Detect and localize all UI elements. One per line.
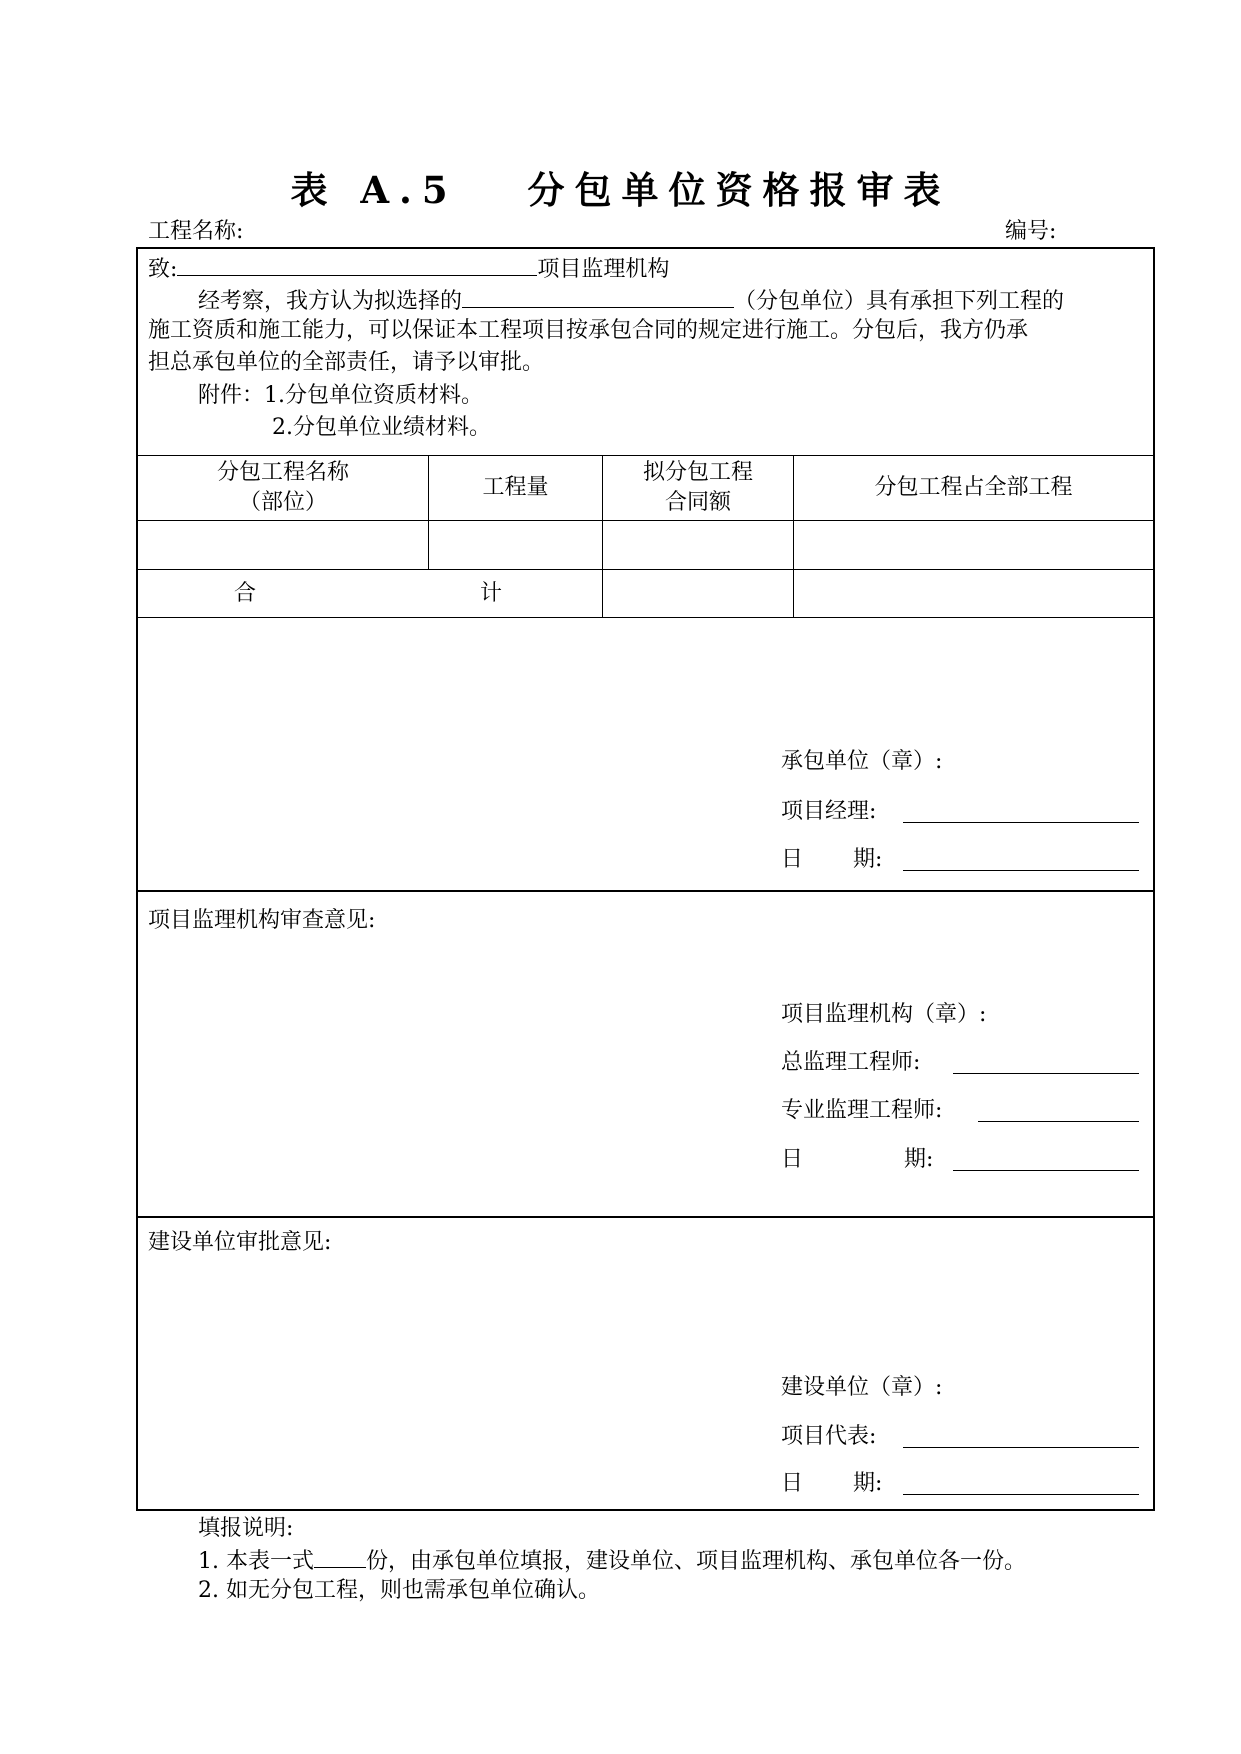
- header-col1-line1: 分包工程名称: [216, 460, 349, 485]
- supervision-unit-label: 项目监理机构（章）:: [781, 1002, 987, 1027]
- para-line-2: 施工资质和施工能力，可以保证本工程项目按承包合同的规定进行施工。分包后，我方仍承: [148, 318, 1029, 343]
- number-label: 编号:: [1005, 219, 1057, 244]
- table-bottom-border: [136, 617, 1155, 618]
- to-prefix: 致:: [148, 257, 178, 282]
- to-suffix: 项目监理机构: [537, 257, 670, 282]
- total-cell-percentage[interactable]: [794, 570, 1153, 617]
- data-cell-amount[interactable]: [603, 521, 793, 569]
- contractor-unit-label: 承包单位（章）:: [781, 749, 943, 774]
- data-cell-quantity[interactable]: [429, 521, 602, 569]
- header-percentage: 分包工程占全部工程: [874, 475, 1073, 500]
- note-1-a: 1. 本表一式: [198, 1549, 314, 1574]
- project-name-label: 工程名称:: [148, 219, 244, 244]
- contractor-date-label-a: 日: [781, 847, 804, 872]
- supervision-opinion-label: 项目监理机构审查意见:: [148, 908, 376, 933]
- project-rep-signature-field[interactable]: [903, 1447, 1139, 1448]
- owner-unit-label: 建设单位（章）:: [781, 1375, 943, 1400]
- section-divider-1: [136, 890, 1155, 892]
- header-col3-line1: 拟分包工程: [642, 460, 753, 485]
- notes-heading: 填报说明:: [198, 1516, 294, 1541]
- attachment-1: [198, 381, 483, 411]
- contractor-date-label-b: 期:: [853, 847, 883, 872]
- specialist-engineer-label: 专业监理工程师:: [781, 1098, 943, 1123]
- project-manager-signature-field[interactable]: [903, 822, 1139, 823]
- owner-date-label-a: 日: [781, 1471, 804, 1496]
- supervision-date-label-a: 日: [781, 1147, 804, 1172]
- total-label-right: 计: [479, 580, 502, 606]
- chief-engineer-signature-field[interactable]: [953, 1073, 1139, 1074]
- para-line-1: [198, 284, 1064, 317]
- header-quantity: 工程量: [482, 475, 549, 500]
- attachment-label: 附件：: [198, 383, 265, 408]
- chief-engineer-label: 总监理工程师:: [781, 1050, 921, 1075]
- contractor-date-field[interactable]: [903, 870, 1139, 871]
- section-divider-2: [136, 1216, 1155, 1218]
- note-1-b: 份，由承包单位填报，建设单位、项目监理机构、承包单位各一份。: [365, 1549, 1026, 1574]
- header-col1-line2: （部位）: [238, 490, 327, 515]
- total-cell-amount[interactable]: [603, 570, 793, 617]
- para-line-1-a: 经考察，我方认为拟选择的: [198, 289, 463, 314]
- owner-date-label-b: 期:: [853, 1471, 883, 1496]
- owner-opinion-label: 建设单位审批意见:: [148, 1230, 332, 1255]
- note-2: 2. 如无分包工程，则也需承包单位确认。: [198, 1578, 600, 1603]
- supervisor-name-field[interactable]: [177, 252, 537, 276]
- supervision-date-field[interactable]: [953, 1170, 1139, 1171]
- header-col3-line2: 合同额: [664, 490, 731, 515]
- attachment-2: 2.分包单位业绩材料。: [272, 415, 491, 440]
- data-cell-work-name[interactable]: [138, 521, 428, 569]
- form-title: 表 A.5 分包单位资格报审表: [290, 168, 951, 212]
- attachment-1-text: 1.分包单位资质材料。: [264, 383, 484, 408]
- project-rep-label: 项目代表:: [781, 1424, 877, 1449]
- to-line: [148, 252, 669, 285]
- copies-count-field[interactable]: [314, 1544, 366, 1568]
- para-line-1-b: （分包单位）具有承担下列工程的: [734, 289, 1065, 314]
- owner-date-field[interactable]: [903, 1494, 1139, 1495]
- subcontractor-name-field[interactable]: [462, 284, 734, 308]
- total-label-left: 合: [233, 580, 256, 606]
- data-cell-percentage[interactable]: [794, 521, 1153, 569]
- note-1: [198, 1544, 1026, 1577]
- supervision-date-label-b: 期:: [904, 1147, 934, 1172]
- header-subcontract-work-name: [138, 456, 428, 520]
- project-manager-label: 项目经理:: [781, 799, 877, 824]
- header-contract-amount: [603, 456, 793, 520]
- para-line-3: 担总承包单位的全部责任，请予以审批。: [148, 350, 545, 375]
- specialist-engineer-signature-field[interactable]: [978, 1121, 1139, 1122]
